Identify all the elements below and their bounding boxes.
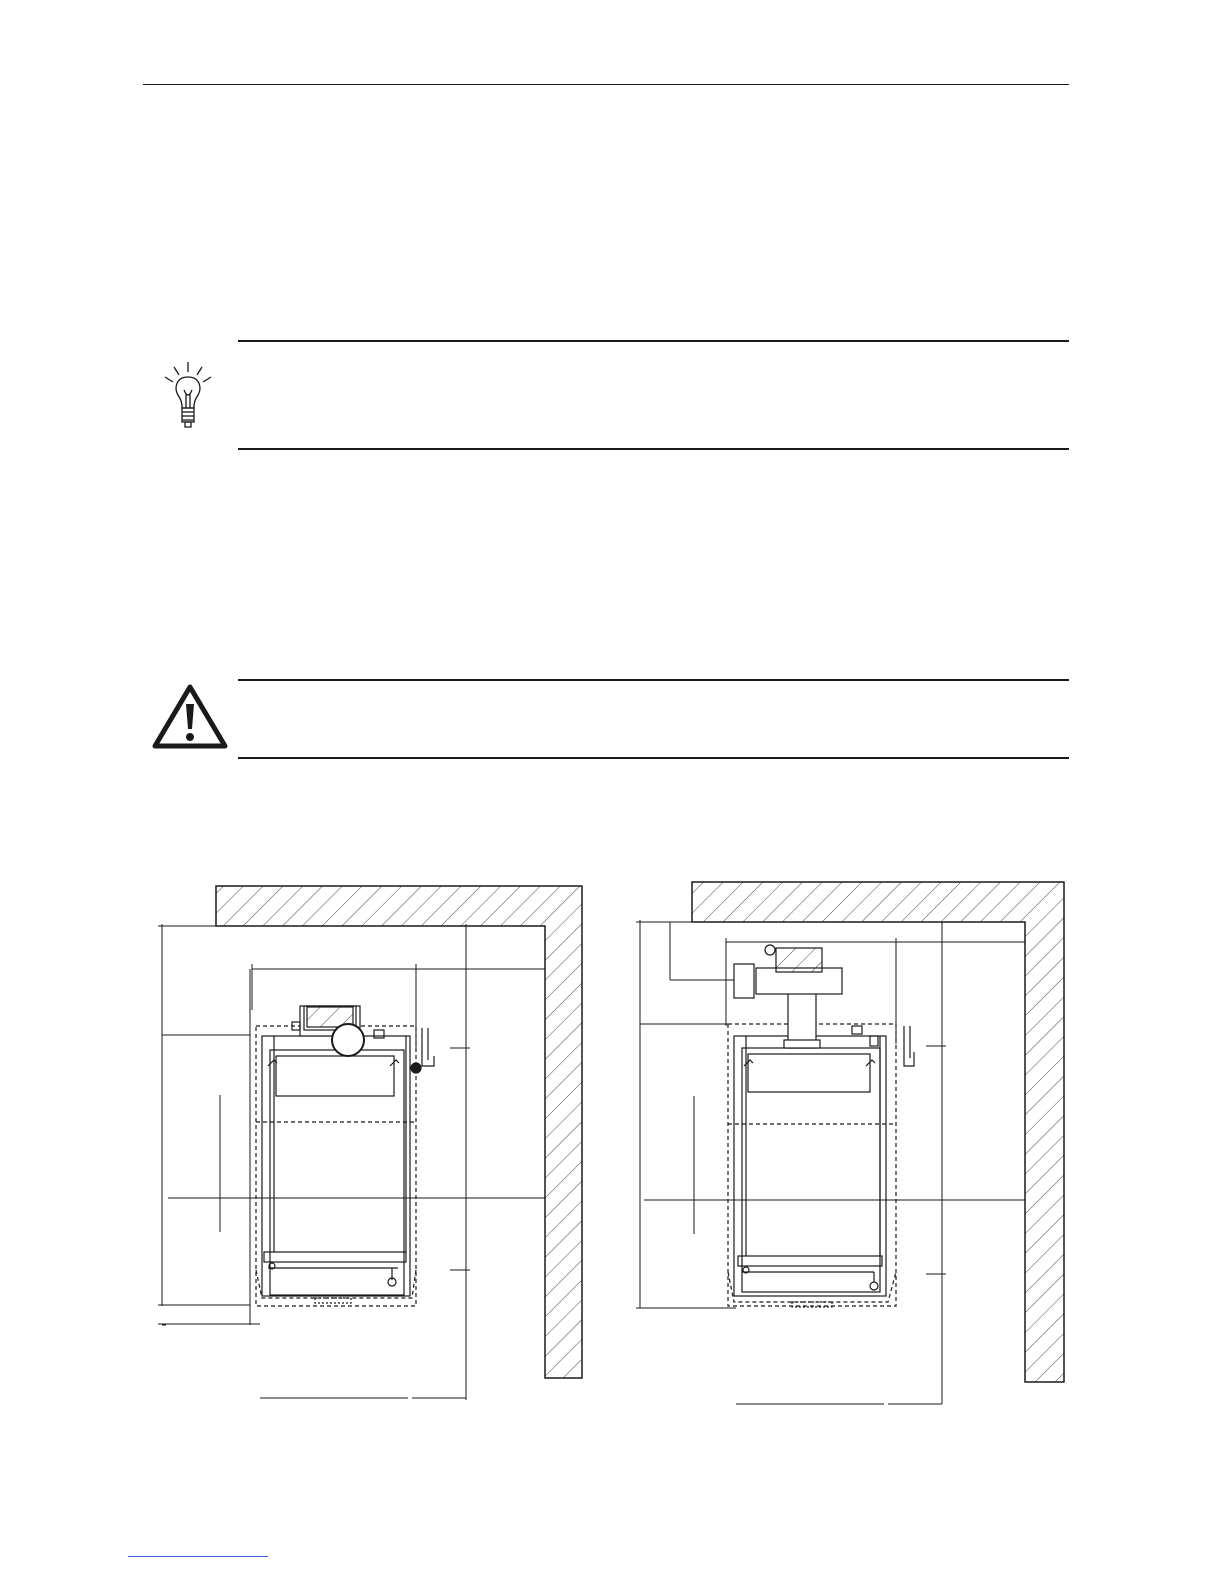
- installation-drawing-right: [630, 876, 1070, 1416]
- wall-hatched-left: [216, 886, 582, 1378]
- warning-top-rule: [238, 679, 1069, 681]
- tip-top-rule: [238, 340, 1069, 342]
- tip-bottom-rule: [238, 448, 1069, 450]
- dimension-lines-left: [158, 924, 545, 1400]
- footer-link-underline[interactable]: [128, 1556, 268, 1557]
- lightbulb-icon: [160, 360, 220, 432]
- header-rule: [143, 84, 1069, 85]
- warning-triangle-icon: [152, 684, 228, 750]
- boiler-body-right: [728, 1024, 896, 1307]
- warning-bottom-rule: [238, 757, 1069, 759]
- burner-unit-left: [292, 1006, 434, 1073]
- boiler-body-left: [256, 1026, 416, 1306]
- wall-hatched-right: [692, 882, 1064, 1382]
- installation-drawing-left: [150, 880, 590, 1420]
